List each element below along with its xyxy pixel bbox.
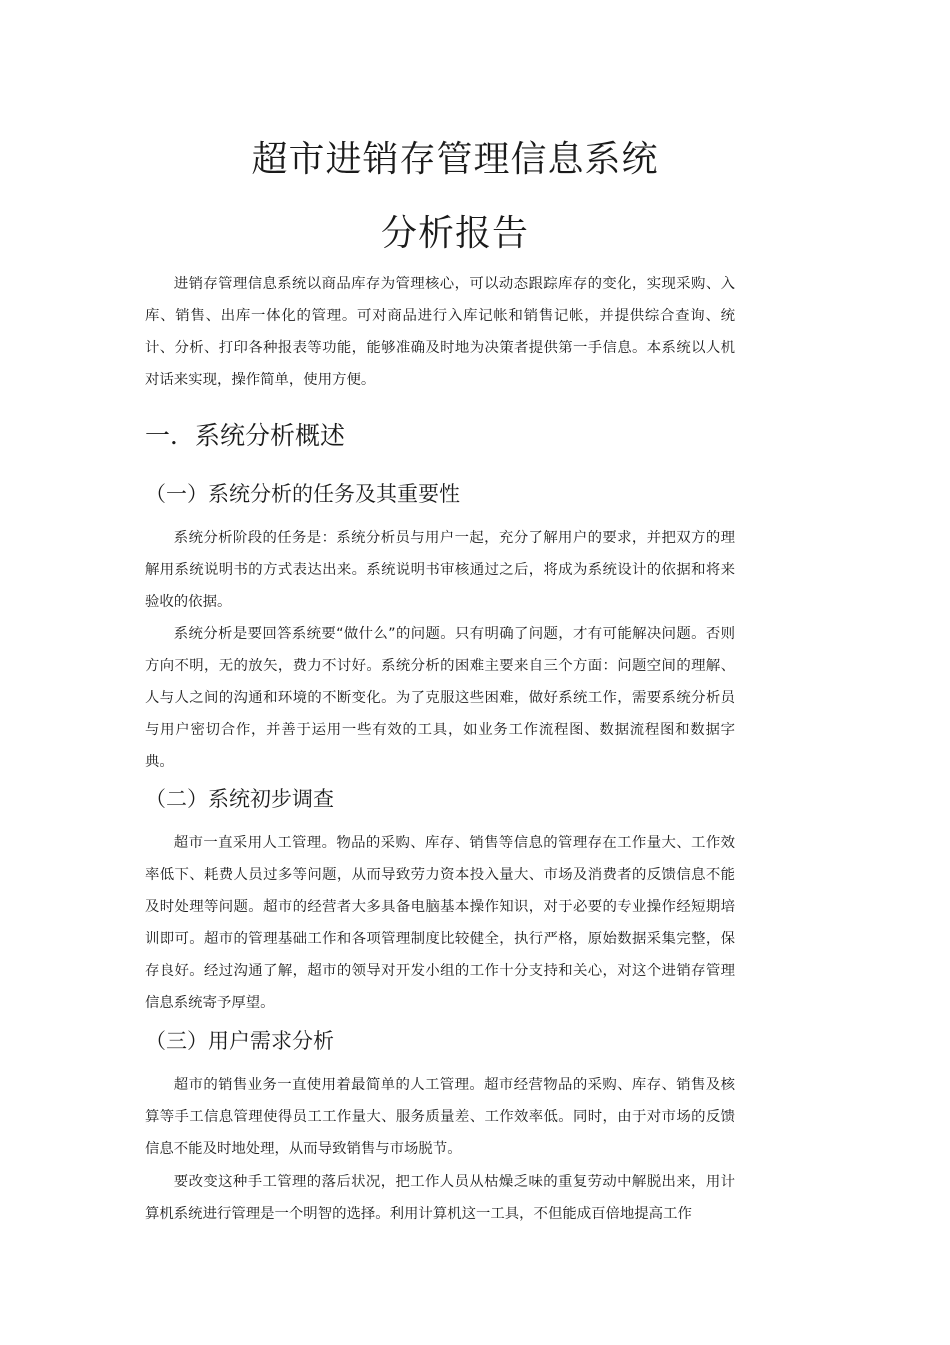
- document-title-line2: 分析报告: [380, 213, 529, 254]
- intro-paragraph: 进销存管理信息系统以商品库存为管理核心，可以动态跟踪库存的变化，实现采购、入库、销售、出库一体化的管理。可对商品进行入库记帐和销售记帐，并提供综合查询、统计、分析、打印各种报表等功能，能够准确及时地为决策者提供第一手信息。本系统以人机对话来实现，操作简单，使用方便。: [145, 276, 735, 388]
- section1-sub3-paragraph2: 要改变这种手工管理的落后状况，把工作人员从枯燥乏味的重复劳动中解脱出来，用计算机系统进行管理是一个明智的选择。利用计算机这一工具，不但能成百倍地提高工作: [145, 1174, 735, 1222]
- section1-sub1-paragraph2: 系统分析是要回答系统要“做什么”的问题。只有明确了问题，才有可能解决问题。否则方向不明，无的放矢，费力不讨好。系统分析的困难主要来自三个方面：问题空间的理解、人与人之间的沟通和环境的不断变化。为了克服这些困难，做好系统工作，需要系统分析员与用户密切合作，并善于运用一些有效的工具，如业务工作流程图、数据流程图和数据字典。: [145, 626, 735, 770]
- section1-heading: 一．系统分析概述: [145, 421, 346, 450]
- section1-sub2-paragraph1: 超市一直采用人工管理。物品的采购、库存、销售等信息的管理存在工作量大、工作效率低下、耗费人员过多等问题，从而导致劳力资本投入量大、市场及消费者的反馈信息不能及时处理等问题。超市的经营者大多具备电脑基本操作知识，对于必要的专业操作经短期培训即可。超市的管理基础工作和各项管理制度比较健全，执行严格，原始数据采集完整，保存良好。经过沟通了解，超市的领导对开发小组的工作十分支持和关心，对这个进销存管理信息系统寄予厚望。: [145, 835, 735, 1011]
- section1-sub1-heading: （一）系统分析的任务及其重要性: [145, 482, 460, 506]
- section1-sub3-heading: （三）用户需求分析: [145, 1029, 334, 1053]
- section1-sub1-paragraph1: 系统分析阶段的任务是：系统分析员与用户一起，充分了解用户的要求，并把双方的理解用系统说明书的方式表达出来。系统说明书审核通过之后，将成为系统设计的依据和将来验收的依据。: [145, 530, 735, 610]
- section1-sub2-heading: （二）系统初步调查: [145, 787, 334, 811]
- document-title-line1: 超市进销存管理信息系统: [251, 139, 659, 180]
- section1-sub3-paragraph1: 超市的销售业务一直使用着最简单的人工管理。超市经营物品的采购、库存、销售及核算等手工信息管理使得员工工作量大、服务质量差、工作效率低。同时，由于对市场的反馈信息不能及时地处理，从而导致销售与市场脱节。: [145, 1077, 735, 1157]
